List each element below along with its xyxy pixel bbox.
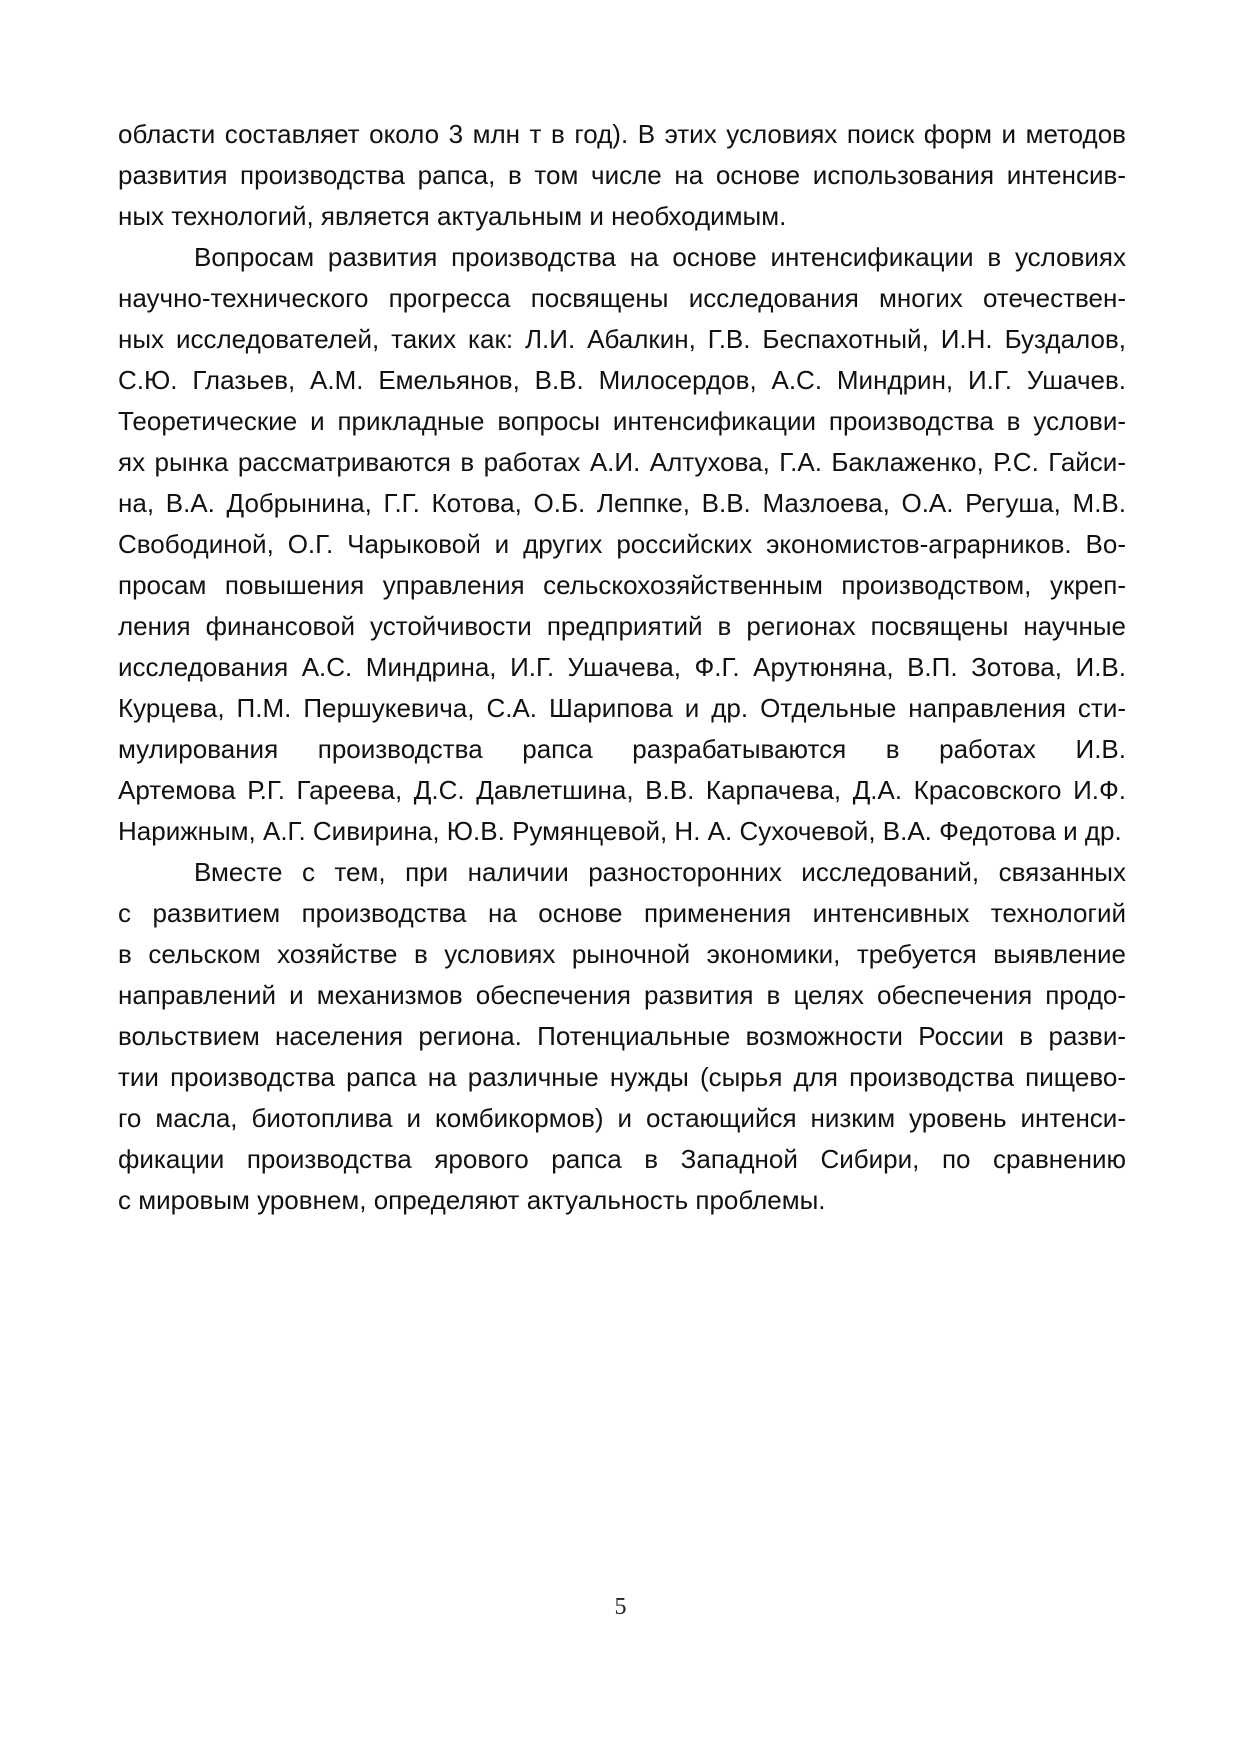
page-number: 5 [614,1594,627,1620]
paragraph-3 [118,852,1126,1221]
text-body [118,114,1126,1221]
text-line: с мировым уровнем, определяют актуальность проблемы. [118,1185,826,1215]
text-line: го масла, биотоплива и комбикормов) и остающийся низким уровень интенси- [118,1103,1126,1133]
text-line: на, В.А. Добрынина, Г.Г. Котова, О.Б. Леппке, В.В. Мазлоева, О.А. Регуша, М.В. [118,488,1126,518]
text-line: ных исследователей, таких как: Л.И. Абалкин, Г.В. Беспахотный, И.Н. Буздалов, [118,324,1126,354]
text-line: ях рынка рассматриваются в работах А.И. Алтухова, Г.А. Баклаженко, Р.С. Гайси- [118,447,1126,477]
text-line: с развитием производства на основе применения интенсивных технологий [118,898,1126,928]
text-line: Вместе с тем, при наличии разносторонних исследований, связанных [194,857,1126,887]
text-line: фикации производства ярового рапса в Западной Сибири, по сравнению [118,1144,1126,1174]
text-line: вольствием населения региона. Потенциальные возможности России в разви- [118,1021,1126,1051]
text-line: исследования А.С. Миндрина, И.Г. Ушачева, Ф.Г. Арутюняна, В.П. Зотова, И.В. [118,652,1126,682]
text-line: в сельском хозяйстве в условиях рыночной экономики, требуется выявление [118,939,1126,969]
text-line: ных технологий, является актуальным и необходимым. [118,201,787,231]
paragraph-1 [118,114,1126,237]
text-line: Свободиной, О.Г. Чарыковой и других российских экономистов-аграрников. Во- [118,529,1126,559]
text-line: мулирования производства рапса разрабатываются в работах И.В. [118,734,1126,764]
paragraph-2 [118,237,1126,852]
text-line: тии производства рапса на различные нужды (сырья для производства пищево- [118,1062,1126,1092]
text-line: Курцева, П.М. Першукевича, С.А. Шарипова и др. Отдельные направления сти- [118,693,1126,723]
text-line: Артемова Р.Г. Гареева, Д.С. Давлетшина, В.В. Карпачева, Д.А. Красовского И.Ф. [118,775,1126,805]
text-line: Теоретические и прикладные вопросы интенсификации производства в услови- [118,406,1126,436]
text-line: С.Ю. Глазьев, А.М. Емельянов, В.В. Милосердов, А.С. Миндрин, И.Г. Ушачев. [118,365,1126,395]
text-line: направлений и механизмов обеспечения развития в целях обеспечения продо- [118,980,1126,1010]
text-line: просам повышения управления сельскохозяйственным производством, укреп- [118,570,1126,600]
text-line: области составляет около 3 млн т в год). В этих условиях поиск форм и методов [118,119,1126,149]
text-line: научно-технического прогресса посвящены исследования многих отечествен- [118,283,1126,313]
text-line: Нарижным, А.Г. Сивирина, Ю.В. Румянцевой, Н. А. Сухочевой, В.А. Федотова и др. [118,816,1122,846]
text-line: Вопросам развития производства на основе интенсификации в условиях [194,242,1126,272]
text-line: ления финансовой устойчивости предприятий в регионах посвящены научные [118,611,1126,641]
text-line: развития производства рапса, в том числе на основе использования интенсив- [118,160,1126,190]
